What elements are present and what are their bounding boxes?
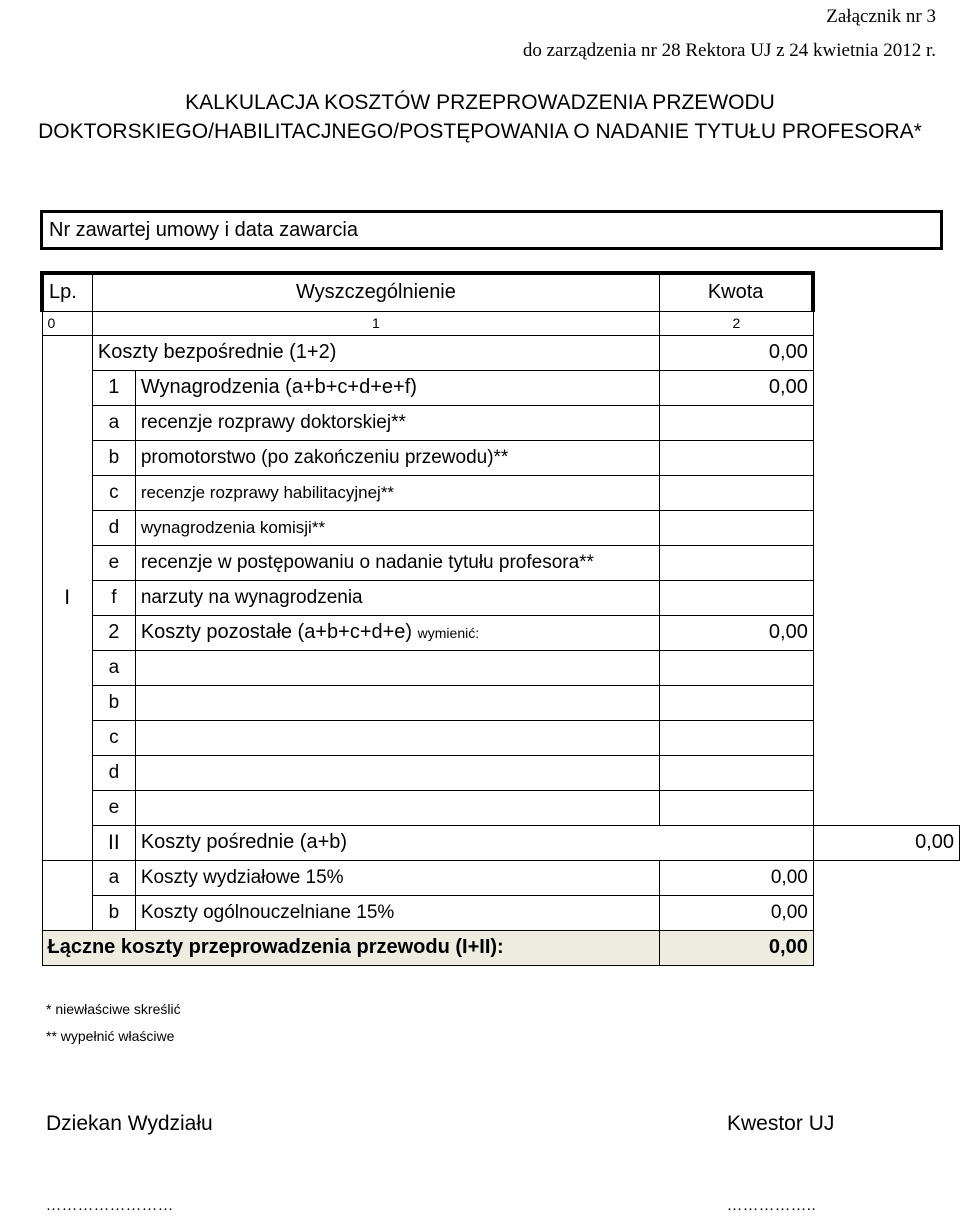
section-2-blank [42, 860, 92, 930]
item-amount-cell[interactable] [659, 685, 813, 720]
group-2-amount[interactable]: 0,00 [659, 615, 813, 650]
table-row [42, 370, 960, 405]
contract-field[interactable] [40, 210, 943, 250]
group-2-number: 2 [92, 615, 135, 650]
group-2-label-cell [135, 615, 659, 650]
index-0: 0 [42, 311, 92, 335]
group-1-label: Wynagrodzenia (a+b+c+d+e+f) [135, 370, 659, 405]
item-label: recenzje rozprawy doktorskiej** [135, 405, 659, 440]
table-row [42, 580, 960, 615]
cost-table [40, 271, 960, 966]
group-2-label: Koszty pozostałe (a+b+c+d+e) [140, 621, 413, 643]
footnote-2: ** wypełnić właściwe [46, 1028, 175, 1044]
signature-dean-label: Dziekan Wydziału [46, 1112, 213, 1135]
item-letter: f [92, 580, 135, 615]
table-index-row [42, 311, 960, 335]
index-2: 2 [659, 311, 813, 335]
header-amount: Kwota [659, 273, 813, 311]
total-label: Łączne koszty przeprowadzenia przewodu (I+II): [42, 930, 659, 965]
group-1-amount[interactable]: 0,00 [659, 370, 813, 405]
item-label-cell[interactable] [135, 755, 659, 790]
item-label: recenzje rozprawy habilitacyjnej** [135, 475, 659, 510]
item-letter: a [92, 860, 135, 895]
annex-header [523, 0, 936, 68]
footnote-1: * niewłaściwe skreślić [46, 1001, 181, 1017]
total-row [42, 930, 960, 965]
contract-label: Nr zawartej umowy i data zawarcia [49, 219, 358, 241]
footnotes [46, 996, 181, 1050]
item-letter: a [92, 405, 135, 440]
item-amount-cell[interactable] [659, 405, 813, 440]
item-letter: e [92, 545, 135, 580]
group-1-number: 1 [92, 370, 135, 405]
table-row [42, 895, 960, 930]
table-row [42, 440, 960, 475]
total-amount[interactable]: 0,00 [659, 930, 813, 965]
signature-quaestor-label: Kwestor UJ [727, 1112, 835, 1135]
group-2-note: wymienić: [417, 625, 480, 641]
item-letter: b [92, 685, 135, 720]
section-1-label: Koszty bezpośrednie (1+2) [92, 335, 659, 370]
section-2-label: Koszty pośrednie (a+b) [135, 825, 813, 860]
item-amount-cell[interactable] [659, 545, 813, 580]
table-row [42, 685, 960, 720]
item-label: Koszty ogólnouczelniane 15% [135, 895, 659, 930]
item-label: promotorstwo (po zakończeniu przewodu)** [135, 440, 659, 475]
item-amount-cell[interactable] [659, 720, 813, 755]
item-amount[interactable]: 0,00 [659, 860, 813, 895]
item-letter: c [92, 475, 135, 510]
title-line-1: KALKULACJA KOSZTÓW PRZEPROWADZENIA PRZEWODU [185, 91, 775, 114]
item-letter: b [92, 440, 135, 475]
item-amount[interactable]: 0,00 [659, 895, 813, 930]
item-amount-cell[interactable] [659, 790, 813, 825]
table-row [42, 790, 960, 825]
item-letter: d [92, 510, 135, 545]
item-amount-cell[interactable] [659, 580, 813, 615]
table-header-row [42, 273, 960, 311]
table-row [42, 335, 960, 370]
section-1-amount[interactable]: 0,00 [659, 335, 813, 370]
item-amount-cell[interactable] [659, 475, 813, 510]
item-label-cell[interactable] [135, 650, 659, 685]
item-letter: a [92, 650, 135, 685]
item-amount-cell[interactable] [659, 440, 813, 475]
table-row [42, 755, 960, 790]
item-label: Koszty wydziałowe 15% [135, 860, 659, 895]
section-2-amount[interactable]: 0,00 [813, 825, 959, 860]
table-row [42, 475, 960, 510]
table-row [42, 510, 960, 545]
item-letter: c [92, 720, 135, 755]
table-row [42, 615, 960, 650]
section-1-roman: I [42, 335, 92, 860]
table-row [42, 650, 960, 685]
item-amount-cell[interactable] [659, 510, 813, 545]
table-row [42, 405, 960, 440]
signature-quaestor-line: …………….. [727, 1198, 817, 1214]
table-row [42, 545, 960, 580]
signature-dean-line: …………………… [46, 1198, 174, 1214]
item-label-cell[interactable] [135, 720, 659, 755]
table-row [42, 860, 960, 895]
table-row [42, 825, 960, 860]
item-label-cell[interactable] [135, 685, 659, 720]
item-label: recenzje w postępowaniu o nadanie tytułu profesora** [135, 545, 659, 580]
item-letter: e [92, 790, 135, 825]
index-1: 1 [92, 311, 659, 335]
title-line-2: DOKTORSKIEGO/HABILITACJNEGO/POSTĘPOWANIA O NADANIE TYTUŁU PROFESORA* [38, 120, 922, 143]
annex-reference: do zarządzenia nr 28 Rektora UJ z 24 kwietnia 2012 r. [522, 40, 936, 61]
item-label: wynagrodzenia komisji** [135, 510, 659, 545]
item-amount-cell[interactable] [659, 755, 813, 790]
item-amount-cell[interactable] [659, 650, 813, 685]
annex-number: Załącznik nr 3 [826, 6, 936, 27]
item-letter: d [92, 755, 135, 790]
table-row [42, 720, 960, 755]
item-letter: b [92, 895, 135, 930]
item-label-cell[interactable] [135, 790, 659, 825]
header-lp: Lp. [42, 273, 92, 311]
section-2-roman: II [92, 825, 135, 860]
header-description: Wyszczególnienie [92, 273, 659, 311]
item-label: narzuty na wynagrodzenia [135, 580, 659, 615]
document-title [0, 88, 960, 146]
